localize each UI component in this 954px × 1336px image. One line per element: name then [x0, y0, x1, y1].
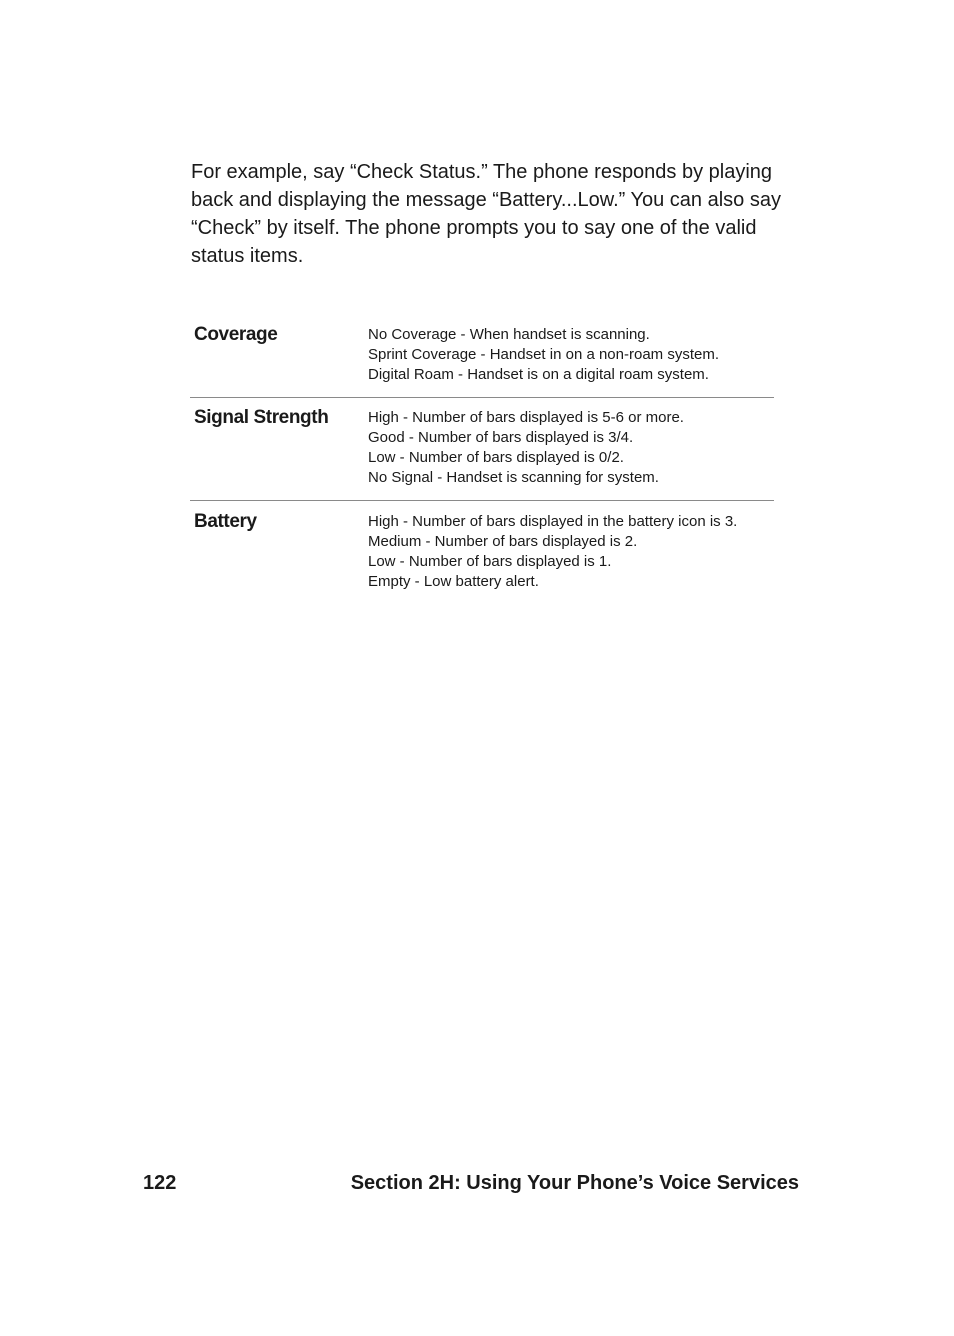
status-line: Low - Number of bars displayed is 0/2.	[368, 449, 624, 466]
status-description	[368, 501, 774, 592]
status-line: Empty - Low battery alert.	[368, 573, 539, 590]
intro-paragraph: For example, say “Check Status.” The phone responds by playing back and displaying the message “Battery...Low.” You can also say “Check” by itself. The phone prompts you to say one of the valid status items.	[191, 161, 781, 267]
page-footer	[143, 1170, 799, 1196]
status-name: Coverage	[194, 324, 278, 345]
status-name: Battery	[194, 511, 257, 532]
status-line: Medium - Number of bars displayed is 2.	[368, 533, 638, 550]
status-line: Low - Number of bars displayed is 1.	[368, 553, 612, 570]
page-number: 122	[143, 1172, 177, 1194]
status-line: No Coverage - When handset is scanning.	[368, 326, 650, 343]
section-title: Section 2H: Using Your Phone’s Voice Services	[350, 1172, 799, 1194]
status-line: High - Number of bars displayed is 5-6 or more.	[368, 409, 684, 426]
status-row-signal-strength	[190, 397, 774, 500]
status-row-coverage	[190, 318, 774, 397]
status-line: Good - Number of bars displayed is 3/4.	[368, 429, 634, 446]
status-line: No Signal - Handset is scanning for system.	[368, 469, 659, 486]
status-description	[368, 318, 774, 385]
status-line: Digital Roam - Handset is on a digital roam system.	[368, 366, 709, 383]
status-line: Sprint Coverage - Handset in on a non-roam system.	[368, 346, 719, 363]
status-items-table	[190, 318, 774, 601]
status-description	[368, 398, 774, 488]
status-line: High - Number of bars displayed in the battery icon is 3.	[368, 513, 738, 530]
status-name: Signal Strength	[194, 407, 329, 428]
status-row-battery	[190, 500, 774, 601]
